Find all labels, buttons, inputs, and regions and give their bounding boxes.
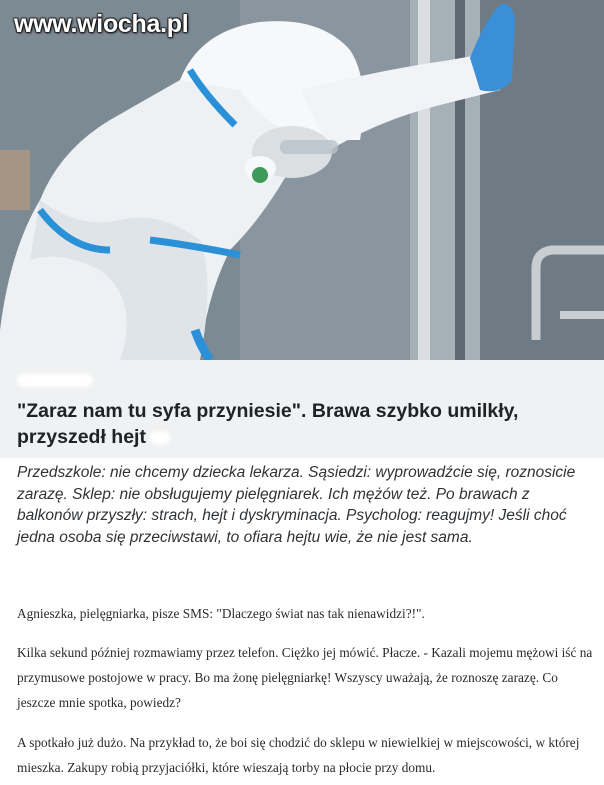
article-paragraph: Kilka sekund później rozmawiamy przez telefon. Ciężko jej mówić. Płacze. - Kazali mojemu mężowi iść na przymusowe postojowe w pracy. Bo ma żonę pielęgniarkę! Wszyscy uważają, że roznoszę zarazę. Co jeszcze mnie spotka, powiedz?: [17, 645, 593, 710]
article-paragraph: A spotkało już dużo. Na przykład to, że boi się chodzić do sklepu w niewielkiej w miejscowości, w której mieszka. Zakupy robią przyjaciółki, które wieszają torby na płocie przy domu.: [17, 735, 580, 775]
article-paragraph: Agnieszka, pielęgniarka, pisze SMS: "Dlaczego świat nas tak nienawidzi?!".: [17, 606, 425, 621]
article-title-text: "Zaraz nam tu syfa przyniesie". Brawa szybko umilkły, przyszedł hejt: [17, 400, 519, 448]
article-photo: [0, 0, 604, 360]
site-watermark: www.wiocha.pl: [14, 10, 189, 38]
blurred-badge: [150, 431, 170, 445]
blurred-category-tag: [17, 374, 93, 387]
healthcare-worker-protective-suit-photo: [0, 0, 604, 360]
article-lead: Przedszkole: nie chcemy dziecka lekarza. Sąsiedzi: wyprowadźcie się, roznosicie zarazę. Sklep: nie obsługujemy pielęgniarek. Ich mężów też. Po brawach z balkonów przyszły: strach, hejt i dyskryminacja. Psycholog: reagujmy! Jeśli choć jedna osoba się przeciwstawi, to ofiara hejtu wie, że nie jest sama.: [17, 464, 576, 546]
article-title[interactable]: [17, 398, 597, 450]
